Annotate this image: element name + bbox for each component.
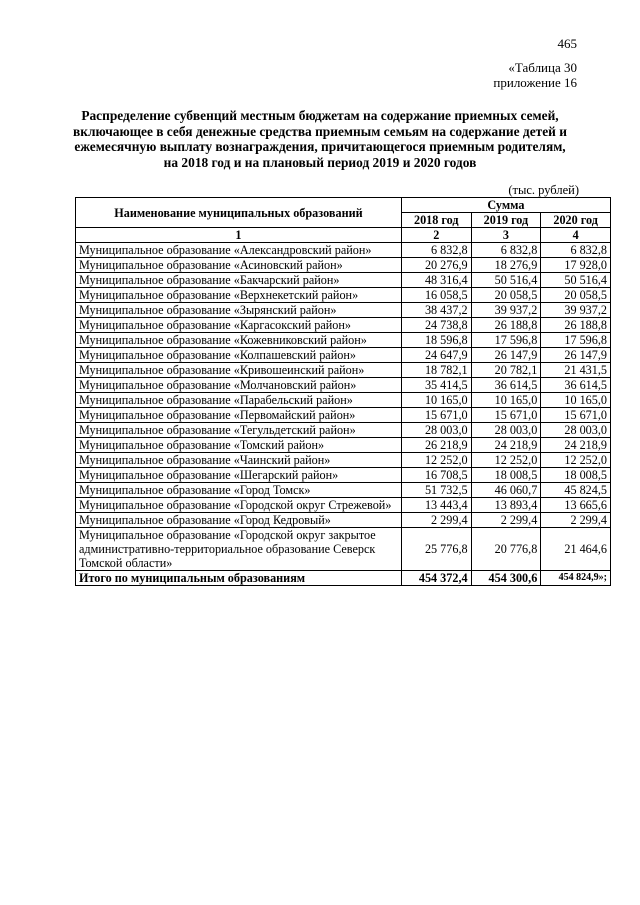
column-index: 2 [401, 228, 471, 243]
table-row [76, 513, 611, 528]
value-2020: 26 188,8 [541, 318, 611, 333]
value-2020: 26 147,9 [541, 348, 611, 363]
value-2020: 17 928,0 [541, 258, 611, 273]
municipality-name: Муниципальное образование «Кожевниковский район» [76, 333, 402, 348]
header-year-2018: 2018 год [401, 213, 471, 228]
table-row [76, 333, 611, 348]
table-row [76, 363, 611, 378]
value-2018: 24 647,9 [401, 348, 471, 363]
municipality-name: Муниципальное образование «Тегульдетский район» [76, 423, 402, 438]
municipality-name: Муниципальное образование «Колпашевский район» [76, 348, 402, 363]
municipality-name: Муниципальное образование «Чаинский район» [76, 453, 402, 468]
value-2018: 38 437,2 [401, 303, 471, 318]
page-number: 465 [557, 36, 577, 51]
value-2019: 15 671,0 [471, 408, 541, 423]
value-2019: 2 299,4 [471, 513, 541, 528]
value-2020: 21 464,6 [541, 528, 611, 571]
value-2020: 15 671,0 [541, 408, 611, 423]
value-2019: 26 188,8 [471, 318, 541, 333]
table-row [76, 438, 611, 453]
table-row [76, 393, 611, 408]
value-2018: 16 058,5 [401, 288, 471, 303]
value-2020: 20 058,5 [541, 288, 611, 303]
value-2018: 35 414,5 [401, 378, 471, 393]
table-row [76, 423, 611, 438]
value-2019: 17 596,8 [471, 333, 541, 348]
value-2020: 6 832,8 [541, 243, 611, 258]
municipality-name: Муниципальное образование «Асиновский район» [76, 258, 402, 273]
value-2020: 18 008,5 [541, 468, 611, 483]
table-row [76, 483, 611, 498]
subsidy-table [75, 197, 611, 586]
value-2020: 17 596,8 [541, 333, 611, 348]
value-2018: 18 782,1 [401, 363, 471, 378]
municipality-name: Муниципальное образование «Городской округ Стрежевой» [76, 498, 402, 513]
table-row [76, 378, 611, 393]
value-2019: 50 516,4 [471, 273, 541, 288]
table-row [76, 288, 611, 303]
municipality-name: Муниципальное образование «Городской округ закрытое административно-территориальное образование Северск Томской области» [76, 528, 402, 571]
header-municipality: Наименование муниципальных образований [76, 198, 402, 228]
value-2018: 20 276,9 [401, 258, 471, 273]
value-2020: 36 614,5 [541, 378, 611, 393]
table-row [76, 258, 611, 273]
table-body [76, 243, 611, 571]
value-2018: 26 218,9 [401, 438, 471, 453]
table-row [76, 408, 611, 423]
value-2020: 2 299,4 [541, 513, 611, 528]
total-row [76, 571, 611, 586]
municipality-name: Муниципальное образование «Каргасокский район» [76, 318, 402, 333]
municipality-name: Муниципальное образование «Город Томск» [76, 483, 402, 498]
value-2020: 50 516,4 [541, 273, 611, 288]
municipality-name: Муниципальное образование «Верхнекетский район» [76, 288, 402, 303]
municipality-name: Муниципальное образование «Первомайский район» [76, 408, 402, 423]
value-2019: 20 776,8 [471, 528, 541, 571]
value-2020: 10 165,0 [541, 393, 611, 408]
header-year-2020: 2020 год [541, 213, 611, 228]
value-2019: 24 218,9 [471, 438, 541, 453]
value-2018: 25 776,8 [401, 528, 471, 571]
value-2020: 28 003,0 [541, 423, 611, 438]
municipality-name: Муниципальное образование «Шегарский район» [76, 468, 402, 483]
total-label: Итого по муниципальным образованиям [76, 571, 402, 586]
value-2018: 24 738,8 [401, 318, 471, 333]
value-2019: 46 060,7 [471, 483, 541, 498]
table-row [76, 318, 611, 333]
value-2019: 10 165,0 [471, 393, 541, 408]
table-row [76, 243, 611, 258]
value-2020: 24 218,9 [541, 438, 611, 453]
value-2018: 15 671,0 [401, 408, 471, 423]
table-reference-line1: «Таблица 30 [508, 60, 577, 75]
table-row [76, 348, 611, 363]
document-title: Распределение субвенций местным бюджетам на содержание приемных семей, включающее в себя денежные средства приемным семьям на содержание детей и ежемесячную выплату вознаграждения, причитающегося приемным родителям, на 2018 год и на плановый период 2019 и 2020 годов [73, 108, 567, 170]
value-2018: 10 165,0 [401, 393, 471, 408]
column-index: 4 [541, 228, 611, 243]
table-row [76, 528, 611, 571]
value-2018: 48 316,4 [401, 273, 471, 288]
header-year-2019: 2019 год [471, 213, 541, 228]
column-index: 1 [76, 228, 402, 243]
municipality-name: Муниципальное образование «Зырянский район» [76, 303, 402, 318]
municipality-name: Муниципальное образование «Город Кедровый» [76, 513, 402, 528]
value-2019: 18 008,5 [471, 468, 541, 483]
table-reference [493, 60, 577, 90]
table-row [76, 453, 611, 468]
value-2019: 28 003,0 [471, 423, 541, 438]
municipality-name: Муниципальное образование «Молчановский район» [76, 378, 402, 393]
header-sum: Сумма [401, 198, 610, 213]
value-2020: 39 937,2 [541, 303, 611, 318]
value-2020: 45 824,5 [541, 483, 611, 498]
value-2018: 12 252,0 [401, 453, 471, 468]
value-2018: 51 732,5 [401, 483, 471, 498]
value-2019: 20 058,5 [471, 288, 541, 303]
table-row [76, 498, 611, 513]
municipality-name: Муниципальное образование «Томский район» [76, 438, 402, 453]
municipality-name: Муниципальное образование «Александровский район» [76, 243, 402, 258]
total-2018: 454 372,4 [401, 571, 471, 586]
total-2019: 454 300,6 [471, 571, 541, 586]
column-index: 3 [471, 228, 541, 243]
value-2019: 13 893,4 [471, 498, 541, 513]
value-2018: 18 596,8 [401, 333, 471, 348]
value-2019: 18 276,9 [471, 258, 541, 273]
municipality-name: Муниципальное образование «Бакчарский район» [76, 273, 402, 288]
value-2019: 26 147,9 [471, 348, 541, 363]
value-2019: 12 252,0 [471, 453, 541, 468]
value-2018: 6 832,8 [401, 243, 471, 258]
table-row [76, 273, 611, 288]
units-label: (тыс. рублей) [508, 183, 579, 197]
value-2018: 2 299,4 [401, 513, 471, 528]
value-2019: 39 937,2 [471, 303, 541, 318]
table-reference-line2: приложение 16 [493, 75, 577, 90]
table-row [76, 468, 611, 483]
table-row [76, 303, 611, 318]
value-2019: 36 614,5 [471, 378, 541, 393]
municipality-name: Муниципальное образование «Парабельский район» [76, 393, 402, 408]
total-2020: 454 824,9»; [541, 571, 611, 586]
value-2020: 13 665,6 [541, 498, 611, 513]
municipality-name: Муниципальное образование «Кривошеинский район» [76, 363, 402, 378]
value-2019: 6 832,8 [471, 243, 541, 258]
value-2020: 12 252,0 [541, 453, 611, 468]
value-2018: 13 443,4 [401, 498, 471, 513]
value-2018: 28 003,0 [401, 423, 471, 438]
value-2019: 20 782,1 [471, 363, 541, 378]
value-2020: 21 431,5 [541, 363, 611, 378]
value-2018: 16 708,5 [401, 468, 471, 483]
